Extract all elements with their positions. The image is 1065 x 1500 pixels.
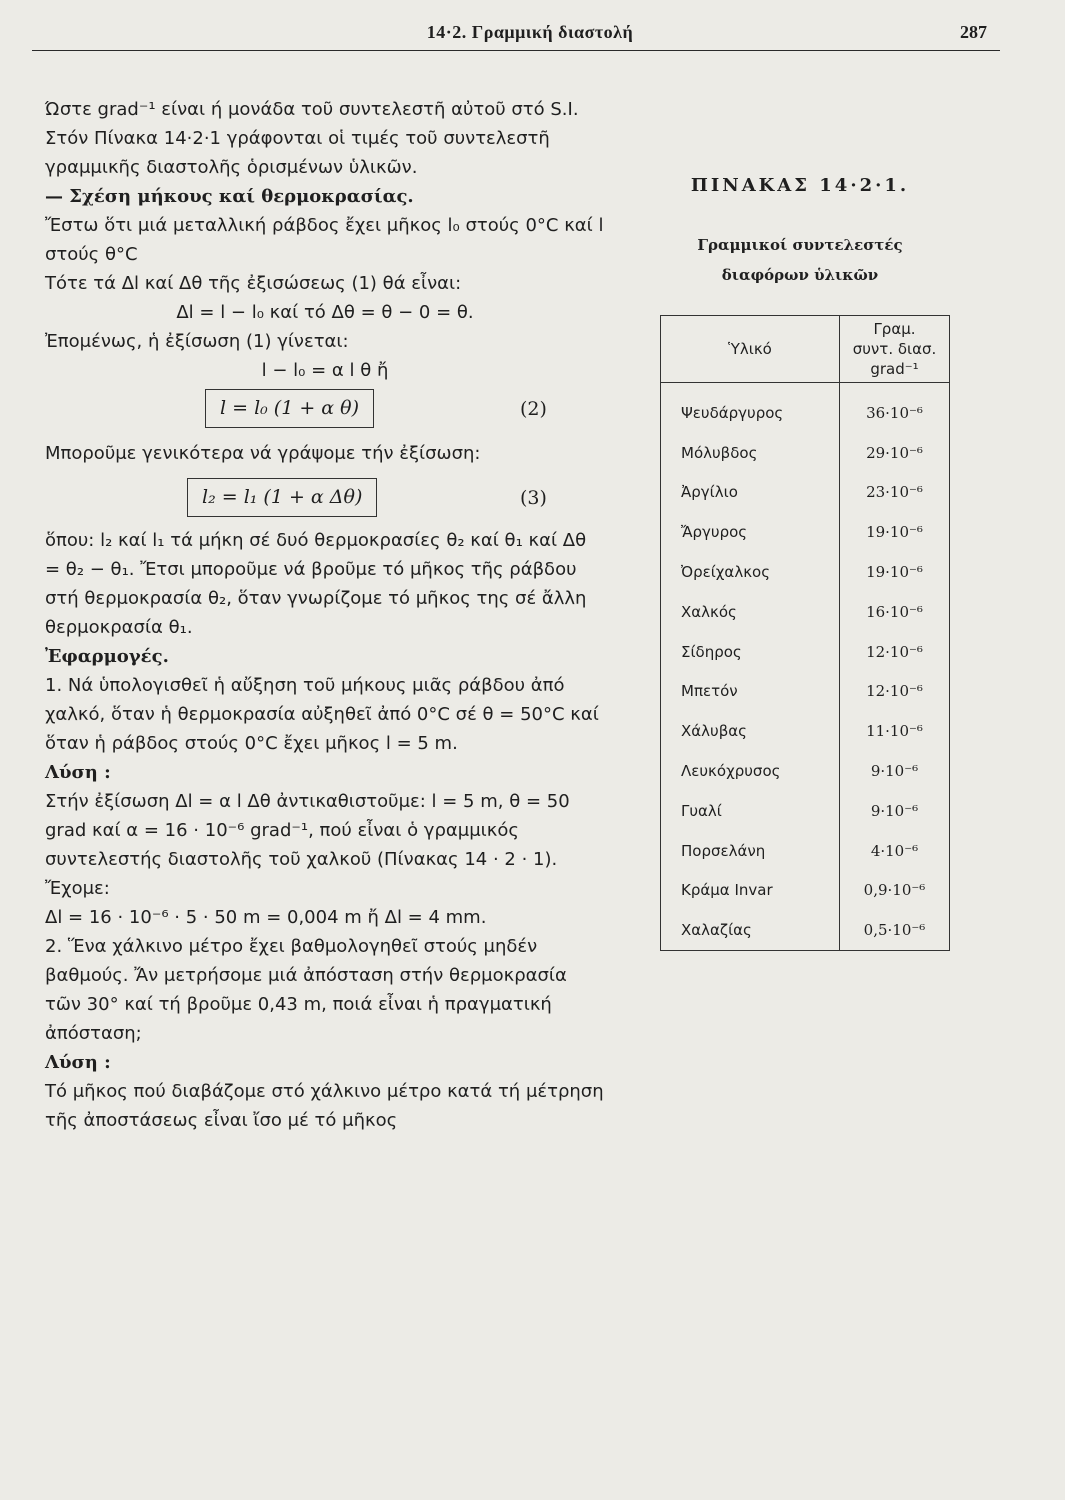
table-row: [661, 910, 950, 950]
coefficient-cell: 16·10⁻⁶: [866, 602, 923, 621]
material-cell: Μπετόν: [661, 672, 840, 712]
paragraph: Στόν Πίνακα 14·2·1 γράφονται οἱ τιμές τοῦ συντελεστῆ γραμμικῆς διαστολῆς ὁρισμένων ὑλικῶν.: [45, 128, 550, 178]
coefficient-cell: 0,5·10⁻⁶: [863, 921, 926, 940]
coefficient-cell: 29·10⁻⁶: [866, 443, 923, 462]
section-heading: — Σχέση μήκους καί θερμοκρασίας.: [45, 186, 414, 207]
table-row: [661, 751, 950, 791]
equation-1: l − l₀ = α l θ ἤ: [261, 360, 389, 381]
coefficient-cell: 12·10⁻⁶: [866, 642, 923, 661]
table-title: ΠΙΝΑΚΑΣ 14·2·1.: [690, 175, 910, 196]
table-row: [661, 473, 950, 513]
material-cell: Γυαλί: [661, 791, 840, 831]
example-1: 1. Νά ὑπολογισθεῖ ἡ αὔξηση τοῦ μήκους μιᾶς ράβδου ἀπό χαλκό, ὅταν ἡ θερμοκρασία αὐξηθεῖ ἀπό 0°C σέ θ = 50°C καί ὅταν ἡ ράβδος στούς 0°C ἔχει μῆκος l = 5 m.: [45, 675, 599, 754]
coefficient-cell: 11·10⁻⁶: [866, 722, 923, 741]
header-rule: [32, 50, 1000, 51]
coefficient-cell: 9·10⁻⁶: [870, 801, 919, 820]
paragraph: Τό μῆκος πού διαβάζομε στό χάλκινο μέτρο κατά τή μέτρηση τῆς ἀποστάσεως εἶναι ἴσο μέ τό μῆκος: [45, 1081, 604, 1131]
coefficient-cell: 12·10⁻⁶: [866, 682, 923, 701]
table-row: [661, 672, 950, 712]
material-cell: Λευκόχρυσος: [661, 751, 840, 791]
coefficient-cell: 19·10⁻⁶: [866, 523, 923, 542]
table-row: [661, 831, 950, 871]
paragraph: Ἐπομένως, ἡ ἐξίσωση (1) γίνεται:: [45, 331, 349, 352]
material-cell: Χαλαζίας: [661, 910, 840, 950]
running-header: 14·2. Γραμμική διαστολή: [426, 22, 634, 42]
material-cell: Ὀρείχαλκος: [661, 552, 840, 592]
coefficient-cell: 0,9·10⁻⁶: [863, 881, 926, 900]
paragraph: Ἔχομε:: [45, 878, 110, 899]
column-header-line: grad⁻¹: [870, 360, 919, 378]
coefficients-table: [660, 315, 950, 951]
solution-heading: Λύση :: [45, 1052, 111, 1073]
coefficient-cell: 23·10⁻⁶: [866, 483, 923, 502]
coefficient-cell: 36·10⁻⁶: [866, 403, 923, 422]
applications-heading: Ἐφαρμογές.: [45, 646, 169, 667]
paragraph: Μποροῦμε γενικότερα νά γράψομε τήν ἐξίσωση:: [45, 443, 481, 464]
table-subtitle: [650, 230, 950, 290]
table-row: [661, 871, 950, 911]
equation-solution-1: Δl = 16 · 10⁻⁶ · 5 · 50 m = 0,004 m ἤ Δl = 4 mm.: [45, 907, 487, 928]
coefficient-cell: 9·10⁻⁶: [870, 762, 919, 781]
material-cell: Χαλκός: [661, 592, 840, 632]
page-number: 287: [960, 22, 987, 42]
paragraph: Στήν ἐξίσωση Δl = α l Δθ ἀντικαθιστοῦμε: l = 5 m, θ = 50 grad καί α = 16 · 10⁻⁶ grad⁻¹, πού εἶναι ὁ γραμμικός συντελεστής διαστολῆς τοῦ χαλκοῦ (Πίνακας 14 · 2 · 1).: [45, 791, 570, 870]
material-cell: Κράμα Invar: [661, 871, 840, 911]
table-row: [661, 711, 950, 751]
coefficient-cell: 4·10⁻⁶: [870, 841, 919, 860]
solution-heading: Λύση :: [45, 762, 111, 783]
table-row: [661, 791, 950, 831]
table-subtitle-line: διαφόρων ὑλικῶν: [721, 266, 879, 284]
material-cell: Ἄργυρος: [661, 512, 840, 552]
equation-2-row: [45, 385, 605, 435]
equation-differences: Δl = l − l₀ καί τό Δθ = θ − 0 = θ.: [176, 302, 474, 323]
paragraph: ὅπου: l₂ καί l₁ τά μήκη σέ δυό θερμοκρασίες θ₂ καί θ₁ καί Δθ = θ₂ − θ₁. Ἔτσι μποροῦμε νά βροῦμε τό μῆκος τῆς ράβδου στή θερμοκρασία θ₂, ὅταν γνωρίζομε τό μῆκος της σέ ἄλλη θερμοκρασία θ₁.: [45, 530, 587, 638]
column-header-line: Γραμ.: [873, 320, 916, 338]
material-cell: Πορσελάνη: [661, 831, 840, 871]
material-cell: Ἀργίλιο: [661, 473, 840, 513]
column-header-line: συντ. διασ.: [852, 340, 937, 358]
material-cell: Ψευδάργυρος: [661, 383, 840, 433]
paragraph: Ἔστω ὅτι μιά μεταλλική ράβδος ἔχει μῆκος l₀ στούς 0°C καί l στούς θ°C: [45, 215, 604, 265]
table-body: [661, 383, 950, 951]
equation-2-box: l = l₀ (1 + α θ): [205, 389, 374, 428]
paragraph: Τότε τά Δl καί Δθ τῆς ἐξισώσεως (1) θά εἶναι:: [45, 273, 462, 294]
equation-3-box: l₂ = l₁ (1 + α Δθ): [187, 478, 377, 517]
column-header-coefficient: [840, 316, 950, 383]
table-row: [661, 592, 950, 632]
table-row: [661, 512, 950, 552]
table-row: [661, 552, 950, 592]
table-row: [661, 433, 950, 473]
table-subtitle-line: Γραμμικοί συντελεστές: [697, 236, 903, 254]
example-2: 2. Ἕνα χάλκινο μέτρο ἔχει βαθμολογηθεῖ στούς μηδέν βαθμούς. Ἄν μετρήσομε μιά ἀπόσταση στήν θερμοκρασία τῶν 30° καί τή βροῦμε 0,43 m, ποιά εἶναι ἡ πραγματική ἀπόσταση;: [45, 936, 567, 1044]
table-row: [661, 383, 950, 433]
table-row: [661, 632, 950, 672]
equation-3-row: [45, 468, 605, 526]
paragraph: Ώστε grad⁻¹ είναι ή μονάδα τοῦ συντελεστῆ αὐτοῦ στό S.I.: [45, 99, 579, 120]
equation-2-number: (2): [520, 398, 547, 420]
material-cell: Σίδηρος: [661, 632, 840, 672]
main-text-column: [45, 95, 605, 1135]
equation-3-number: (3): [520, 487, 547, 509]
column-header-material: Ὑλικό: [661, 316, 840, 383]
table-header-row: [661, 316, 950, 383]
material-cell: Χάλυβας: [661, 711, 840, 751]
coefficient-cell: 19·10⁻⁶: [866, 563, 923, 582]
material-cell: Μόλυβδος: [661, 433, 840, 473]
